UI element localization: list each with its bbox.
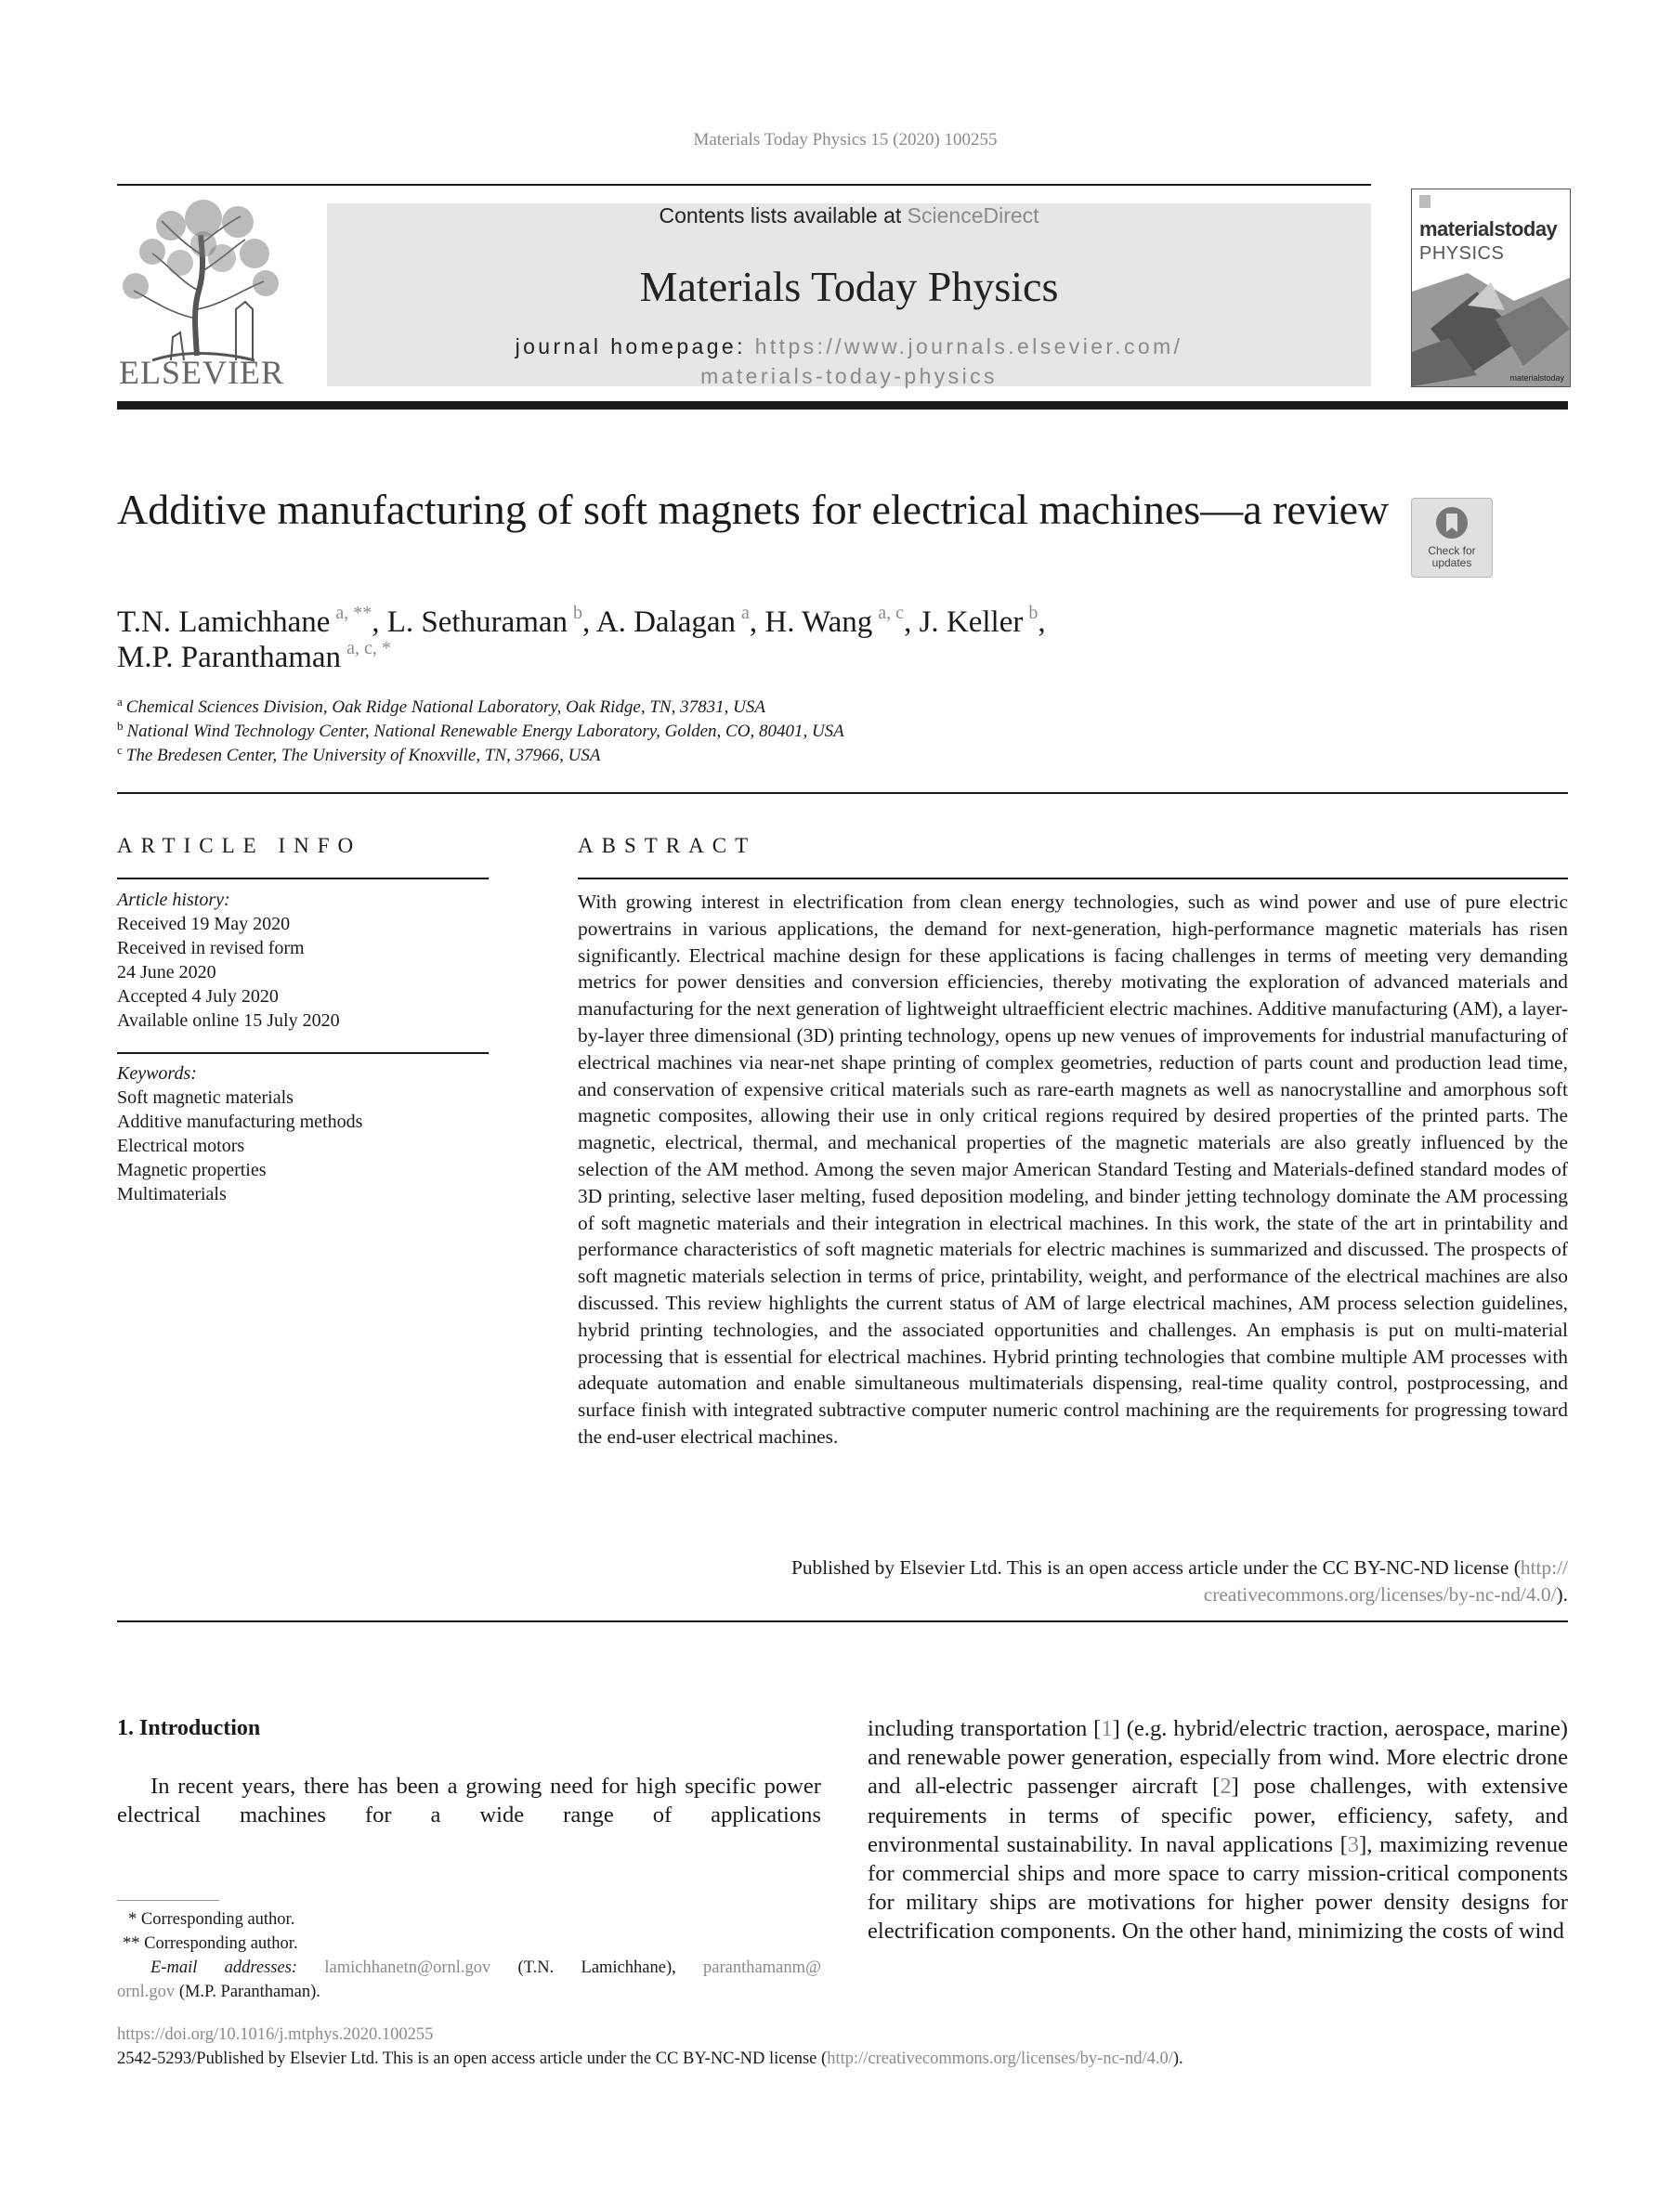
email-label: E-mail addresses: (150, 1958, 325, 1977)
running-head: Materials Today Physics 15 (2020) 100255 (693, 130, 998, 150)
history-item: Available online 15 July 2020 (117, 1010, 340, 1031)
header-thick-rule (117, 401, 1568, 410)
keyword-item: Magnetic properties (117, 1160, 267, 1180)
check-for-updates-label: Check for updates (1428, 544, 1476, 569)
contents-line (327, 203, 1371, 228)
check-for-updates-button[interactable] (1411, 498, 1493, 578)
bookmark-icon (1433, 504, 1470, 543)
author-name[interactable]: T.N. Lamichhane (117, 605, 331, 639)
journal-cover (1411, 189, 1571, 387)
elsevier-wordmark: ELSEVIER (119, 354, 284, 391)
citation-link[interactable]: 2 (1220, 1774, 1232, 1800)
author-affiliation-mark[interactable]: a (741, 603, 750, 623)
author-name[interactable]: H. Wang (764, 605, 873, 639)
author-name[interactable]: A. Dalagan (595, 605, 737, 639)
abstract-bottom-rule (117, 1620, 1568, 1622)
affiliation-mark: c (117, 743, 123, 757)
authors-line-1 (117, 605, 1046, 640)
homepage-link[interactable]: https://www.journals.elsevier.com/ (754, 334, 1183, 358)
abstract-rule (578, 878, 1568, 879)
intro-text: ], maximizing revenue for commercial ships and more space to carry mission-critical components for military ships are motivations for higher power density designs for electrification components. On the other hand, minimizing the costs of wind (868, 1831, 1568, 1945)
header-top-rule (117, 184, 1371, 186)
history-item: Received in revised form (117, 938, 305, 958)
keywords-rule (117, 1052, 489, 1054)
history-label: Article history: (117, 890, 230, 910)
author-separator: , (749, 605, 765, 639)
email-link-cont[interactable]: ornl.gov (117, 1983, 176, 2001)
affiliation-a (117, 697, 765, 718)
cover-subtitle: PHYSICS (1419, 243, 1505, 264)
author-affiliation-mark[interactable]: a, c (878, 603, 905, 623)
affiliation-mark: a (117, 695, 123, 709)
citation-link[interactable]: 1 (1101, 1716, 1113, 1741)
doi-link[interactable]: https://doi.org/10.1016/j.mtphys.2020.100255 (117, 2025, 434, 2044)
article-info-heading: ARTICLE INFO (117, 834, 362, 857)
email-link[interactable]: lamichhanetn@ornl.gov (324, 1958, 491, 1977)
author-separator: , (372, 605, 387, 639)
cover-brand: materialstoday (1419, 217, 1558, 241)
author-affiliation-mark[interactable]: a, c, * (346, 638, 391, 658)
author-name[interactable]: L. Sethuraman (386, 605, 568, 639)
journal-homepage (327, 332, 1371, 391)
author-affiliation-mark[interactable]: b (573, 603, 583, 623)
keyword-item: Electrical motors (117, 1136, 245, 1156)
intro-right-column (868, 1714, 1568, 1946)
intro-text: including transportation [ (868, 1716, 1102, 1741)
email-owner: (T.N. Lamichhane), (490, 1958, 704, 1977)
author-name[interactable]: J. Keller (919, 605, 1024, 639)
intro-text: ] pose challenges, with extensive requirements in terms of specific power, efficiency, safety, and environmental sustainability. In naval applications [ (868, 1774, 1569, 1857)
affiliation-text: The Bredesen Center, The University of Knoxville, TN, 37966, USA (125, 746, 601, 765)
affiliation-b (117, 719, 844, 742)
journal-banner (327, 203, 1371, 386)
footer-license-link[interactable]: http://creativecommons.org/licenses/by-nc-nd/4.0/ (827, 2049, 1173, 2068)
email-link[interactable]: paranthamanm@ (703, 1958, 821, 1977)
keyword-item: Soft magnetic materials (117, 1087, 294, 1108)
history-item: Accepted 4 July 2020 (117, 986, 279, 1007)
author-separator: , (1038, 605, 1046, 639)
footnote-corresponding-2: ** Corresponding author. (123, 1934, 298, 1953)
section-heading-introduction: 1. Introduction (117, 1716, 261, 1740)
article-history (117, 888, 489, 1033)
publisher-note (578, 1555, 1568, 1608)
citation-link[interactable]: 3 (1347, 1831, 1360, 1857)
publisher-note-end: ). (1556, 1583, 1568, 1606)
homepage-label: journal homepage: (515, 334, 755, 358)
footnote-emails (150, 1956, 821, 1980)
author-name[interactable]: M.P. Paranthaman (117, 641, 342, 674)
author-affiliation-mark[interactable]: b (1028, 603, 1039, 623)
affiliation-text: National Wind Technology Center, National Renewable Energy Laboratory, Golden, CO, 80401, USA (126, 722, 844, 741)
article-title: Additive manufacturing of soft magnets for electrical machines—a review (117, 486, 1390, 533)
sciencedirect-link[interactable]: ScienceDirect (907, 203, 1039, 228)
abstract-text: With growing interest in electrification from clean energy technologies, such as wind power and use of pure electric powertrains in various applications, the demand for next-generation, high-performance magnetic materials has risen significantly. Electrical machine design for these applications is facing challenges in terms of meeting very demanding metrics for power densities and conversion efficiencies, thereby motivating the exploration of advanced materials and manufacturing for the next generation of lightweight ultraefficient electric machines. Additive manufacturing (AM), a layer-by-layer three dimensional (3D) printing technology, opens up new venues of improvements for industrial manufacturing of electrical machines via near-net shape printing of complex geometries, reduction of parts count and production lead time, and conservation of expensive critical materials such as rare-earth magnets as well as nanocrystalline and amorphous soft magnetic composites, allowing their use in only critical regions required by desired properties of the printed parts. The magnetic, electrical, thermal, and mechanical properties of the magnetic materials are also greatly influenced by the selection of the AM method. Among the seven major American Standard Testing and Materials-defined standard modes of 3D printing, selective laser melting, fused deposition modeling, and binder jetting technology dominate the AM processing of soft magnetic materials and their integration in electrical machines. In this work, the state of the art in printability and performance characteristics of soft magnetic materials for electric machines is summarized and discussed. The prospects of soft magnetic materials selection in terms of price, printability, weight, and performance of the electrical machines are also discussed. This review highlights the current status of AM of large electrical machines, AM process selection guidelines, hybrid printing technologies, and the associated opportunities and challenges. An emphasis is put on multi-material processing that is essential for electrical machines. Hybrid printing technologies that combine multiple AM processes with adequate automation and enable simultaneous multimaterials dispensing, real-time quality control, postprocessing, and surface finish with integrated subtractive computer numeric control machining are the requirements for progressing toward the end-user electrical machines. (578, 891, 1568, 1448)
keyword-item: Multimaterials (117, 1184, 227, 1204)
authors-line-2 (117, 638, 391, 675)
contents-prefix: Contents lists available at (659, 203, 908, 228)
email-owner: (M.P. Paranthaman). (175, 1983, 320, 2001)
author-affiliation-mark[interactable]: a, ** (335, 603, 372, 623)
affiliation-c (117, 743, 601, 766)
footnote-rule (117, 1900, 219, 1901)
author-separator: , (904, 605, 920, 639)
license-link-cont[interactable]: creativecommons.org/licenses/by-nc-nd/4.0/ (1203, 1583, 1557, 1606)
affiliations-rule (117, 792, 1568, 794)
keywords-label: Keywords: (117, 1063, 197, 1084)
abstract-heading: ABSTRACT (578, 834, 757, 857)
history-item: Received 19 May 2020 (117, 914, 291, 934)
footnote-emails-cont (117, 1980, 320, 2004)
article-info-rule (117, 878, 489, 879)
cover-footer: materialstoday (1509, 373, 1564, 383)
keyword-item: Additive manufacturing methods (117, 1112, 363, 1132)
history-item: 24 June 2020 (117, 962, 216, 982)
footnote-corresponding-1: * Corresponding author. (128, 1910, 295, 1929)
homepage-link-cont[interactable]: materials-today-physics (700, 364, 998, 388)
journal-title: Materials Today Physics (639, 263, 1059, 310)
keywords (117, 1061, 489, 1206)
author-separator: , (582, 605, 596, 639)
intro-text: ] (e.g. hybrid/electric traction, aerospace, marine) and renewable power generation, especially from wind. More electric drone and all-electric passenger aircraft [ (868, 1716, 1568, 1800)
publisher-note-text: Published by Elsevier Ltd. This is an open access article under the CC BY-NC-ND license ( (790, 1556, 1521, 1579)
license-link[interactable]: http:// (1520, 1556, 1568, 1579)
intro-left-column: In recent years, there has been a growing need for high specific power electrical machines for a wide range of applications (117, 1774, 821, 1828)
issn-text: 2542-5293/Published by Elsevier Ltd. This is an open access article under the CC BY-NC-ND license ( (117, 2049, 828, 2068)
affiliation-text: Chemical Sciences Division, Oak Ridge National Laboratory, Oak Ridge, TN, 37831, USA (125, 697, 765, 717)
issn-license-line (117, 2049, 1183, 2069)
affiliation-mark: b (117, 719, 124, 733)
issn-end: ). (1172, 2049, 1183, 2068)
